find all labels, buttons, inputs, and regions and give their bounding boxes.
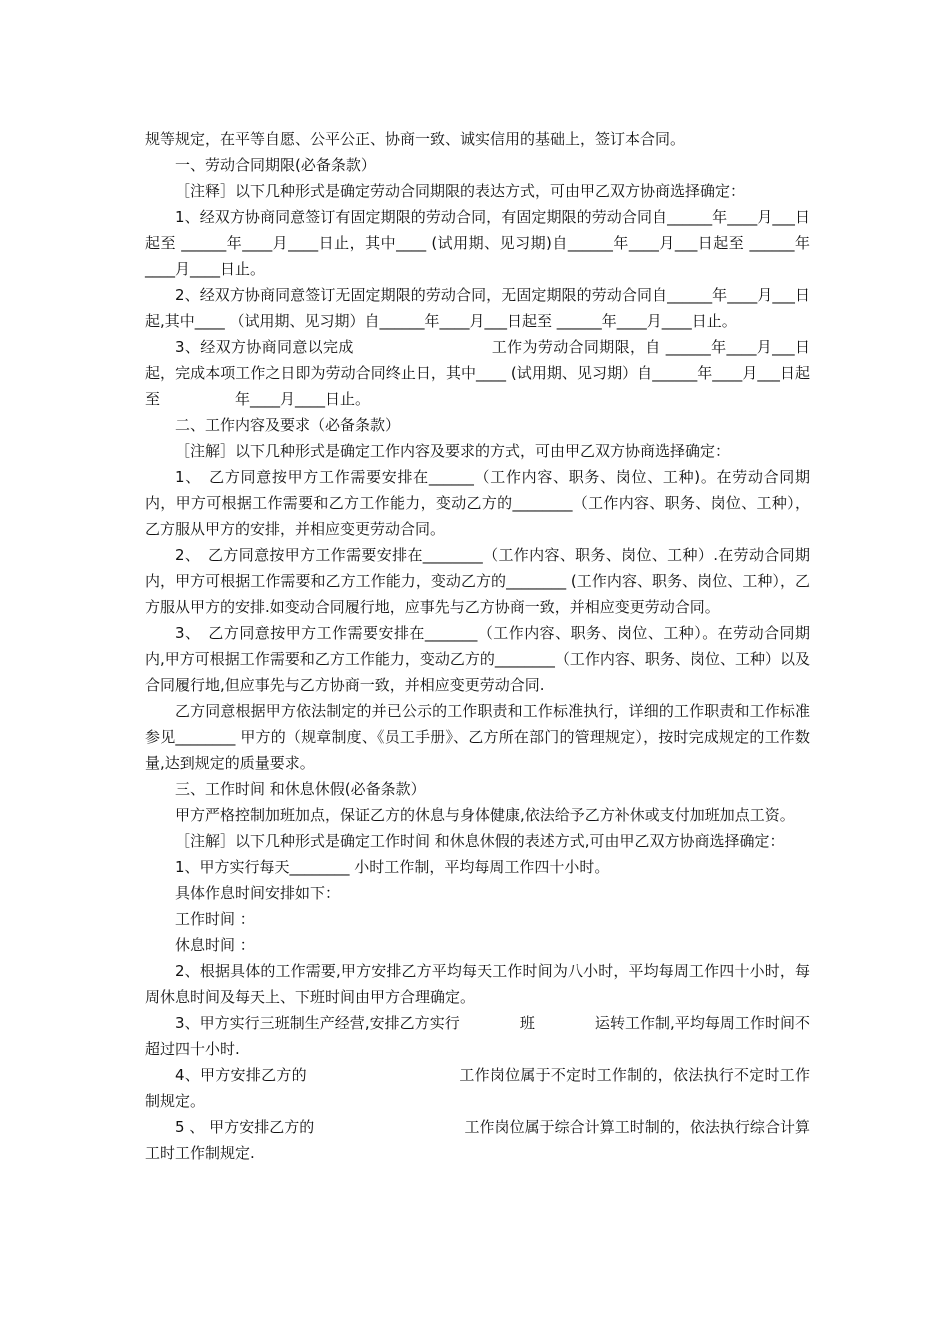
paragraph: 3、 乙方同意按甲方工作需要安排在_______（工作内容、职务、岗位、工种）。在劳动合同期内,甲方可根据工作需要和乙方工作能力，变动乙方的________（工作内容、职务、岗位、工种）以及合同履行地,但应事先与乙方协商一致，并相应变更劳动合同.: [145, 624, 810, 694]
paragraph: 2、根据具体的工作需要,甲方安排乙方平均每天工作时间为八小时，平均每周工作四十小时，每周休息时间及每天上、下班时间由甲方合理确定。: [145, 962, 810, 1006]
paragraph: 二、工作内容及要求（必备条款）: [175, 416, 401, 434]
paragraph: 1、经双方协商同意签订有固定期限的劳动合同，有固定期限的劳动合同自______年____月___日起至 ______年____月____日止，其中____ (试用期、见习期)自______年____月___日起至 ______年____月____日止。: [145, 208, 810, 278]
paragraph: 2、经双方协商同意签订无固定期限的劳动合同，无固定期限的劳动合同自______年____月___日起,其中____ （试用期、见习期）自______年____月___日起至 ______年____月____日止。: [145, 286, 810, 330]
paragraph: 一、劳动合同期限(必备条款）: [175, 156, 376, 174]
paragraph: 3、经双方协商同意以完成 工作为劳动合同期限，自 ______年____月___日起，完成本项工作之日即为劳动合同终止日，其中____ (试用期、见习期）自______年____月___日起至 年____月____日止。: [145, 338, 810, 408]
paragraph: 2、 乙方同意按甲方工作需要安排在________（工作内容、职务、岗位、工种）.在劳动合同期内，甲方可根据工作需要和乙方工作能力，变动乙方的________ (工作内容、职务、岗位、工种），乙方服从甲方的安排.如变动合同履行地，应事先与乙方协商一致，并相应变更劳动合同。: [145, 546, 810, 616]
paragraph: 具体作息时间安排如下：: [175, 884, 341, 902]
paragraph: ［注解］以下几种形式是确定工作时间 和休息休假的表述方式,可由甲乙双方协商选择确定：: [175, 832, 785, 850]
paragraph: 休息时间 ：: [175, 936, 255, 954]
document-body: [145, 126, 810, 1166]
paragraph: 乙方同意根据甲方依法制定的并已公示的工作职责和工作标准执行，详细的工作职责和工作标准参见________ 甲方的（规章制度、《员工手册》、乙方所在部门的管理规定），按时完成规定的工作数量,达到规定的质量要求。: [145, 702, 810, 772]
paragraph: 工作时间 ：: [175, 910, 255, 928]
paragraph: 规等规定，在平等自愿、公平公正、协商一致、诚实信用的基础上，签订本合同。: [145, 130, 686, 148]
paragraph: 5 、 甲方安排乙方的 工作岗位属于综合计算工时制的，依法执行综合计算工时工作制规定.: [145, 1118, 810, 1162]
paragraph: ［注释］以下几种形式是确定劳动合同期限的表达方式，可由甲乙双方协商选择确定：: [175, 182, 746, 200]
paragraph: ［注解］以下几种形式是确定工作内容及要求的方式，可由甲乙双方协商选择确定：: [175, 442, 731, 460]
paragraph: 三、工作时间 和休息休假(必备条款）: [175, 780, 426, 798]
paragraph: 甲方严格控制加班加点，保证乙方的休息与身体健康,依法给予乙方补休或支付加班加点工资。: [175, 806, 795, 824]
paragraph: 1、甲方实行每天________ 小时工作制，平均每周工作四十小时。: [175, 858, 610, 876]
paragraph: 1、 乙方同意按甲方工作需要安排在______（工作内容、职务、岗位、工种)。在劳动合同期内，甲方可根据工作需要和乙方工作能力，变动乙方的________（工作内容、职务、岗位、工种），乙方服从甲方的安排，并相应变更劳动合同。: [145, 468, 810, 538]
paragraph: 4、甲方安排乙方的 工作岗位属于不定时工作制的，依法执行不定时工作制规定。: [145, 1066, 810, 1110]
paragraph: 3、甲方实行三班制生产经营,安排乙方实行 班 运转工作制,平均每周工作时间不超过四十小时.: [145, 1014, 810, 1058]
